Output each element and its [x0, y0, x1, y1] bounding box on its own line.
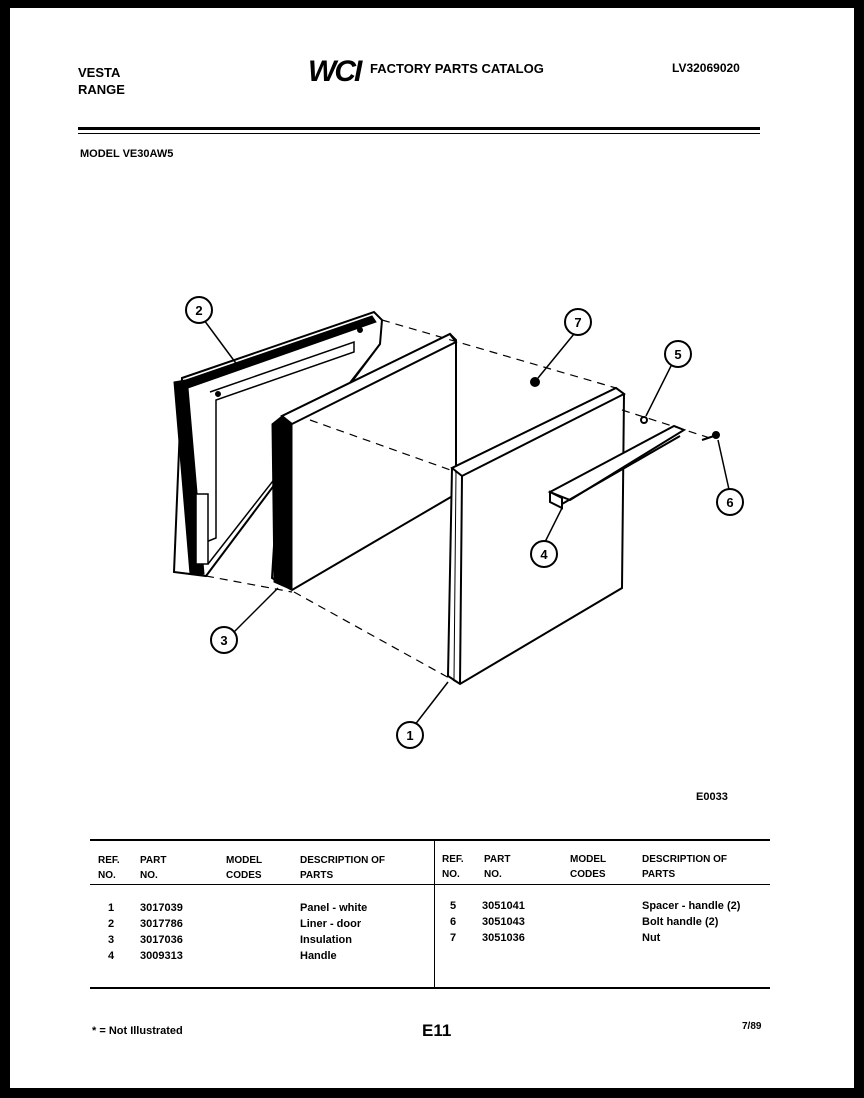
header-ref-right: REF. NO. — [442, 854, 464, 880]
outer-panel-drawing — [448, 388, 624, 684]
catalog-page: VESTA RANGE WCI FACTORY PARTS CATALOG LV32069020 MODEL VE30AW5 2 7 5 6 4 3 1 E0033 REF. NO. PART NO. MODEL CODES DESCRIPTION OF PARTS REF. NO. PART NO. MODEL CODES DESCRIPTION OF PARTS 1 3017039 Panel - white 2 3017786 Liner - door 3 3017036 Insulation 4 3009313 Handle 5 3051041 Spacer - handle (2) 6 3051043 Bolt handle (2) 7 3051036 Nut * = Not Illustrated E11 7/89 — [10, 8, 854, 1088]
header-desc-left: DESCRIPTION OF PARTS — [300, 855, 386, 881]
callout-4 — [531, 541, 557, 567]
spacer-drawing — [641, 417, 647, 423]
table-column-divider — [434, 841, 435, 987]
nut-drawing — [531, 378, 539, 386]
callout-2 — [186, 297, 212, 323]
callout-5 — [665, 341, 691, 367]
callout-1 — [397, 722, 423, 748]
svg-text:2: 2 — [195, 303, 203, 318]
model-number: MODEL VE30AW5 — [80, 148, 174, 160]
logo-text: WCI — [308, 55, 361, 86]
svg-text:1: 1 — [406, 728, 414, 743]
table-header-rule — [90, 884, 770, 885]
page-code: E11 — [422, 1021, 452, 1040]
catalog-number: LV32069020 — [672, 61, 740, 75]
callout-6 — [717, 489, 743, 515]
header-desc-right: DESCRIPTION OF PARTS — [642, 854, 728, 880]
header-codes-right: MODEL CODES — [570, 854, 606, 880]
product-type: RANGE — [78, 82, 125, 97]
brand-name: VESTA — [78, 65, 121, 80]
figure-id: E0033 — [696, 791, 728, 803]
table-top-rule — [90, 839, 770, 841]
header-part-left: PART NO. — [140, 855, 167, 881]
svg-text:6: 6 — [726, 495, 734, 510]
callout-3 — [211, 627, 237, 653]
header-ref-left: REF. NO. — [98, 855, 120, 881]
svg-text:7: 7 — [574, 315, 582, 330]
header-part-right: PART NO. — [484, 854, 511, 880]
table-bottom-rule — [90, 987, 770, 989]
exploded-diagram — [10, 8, 854, 1088]
svg-text:3: 3 — [220, 633, 228, 648]
svg-text:4: 4 — [540, 547, 548, 562]
catalog-title: FACTORY PARTS CATALOG — [370, 61, 544, 76]
svg-text:5: 5 — [674, 347, 682, 362]
revision-date: 7/89 — [742, 1021, 762, 1032]
header-codes-left: MODEL CODES — [226, 855, 262, 881]
not-illustrated-note: * = Not Illustrated — [92, 1025, 183, 1037]
callout-7 — [565, 309, 591, 335]
